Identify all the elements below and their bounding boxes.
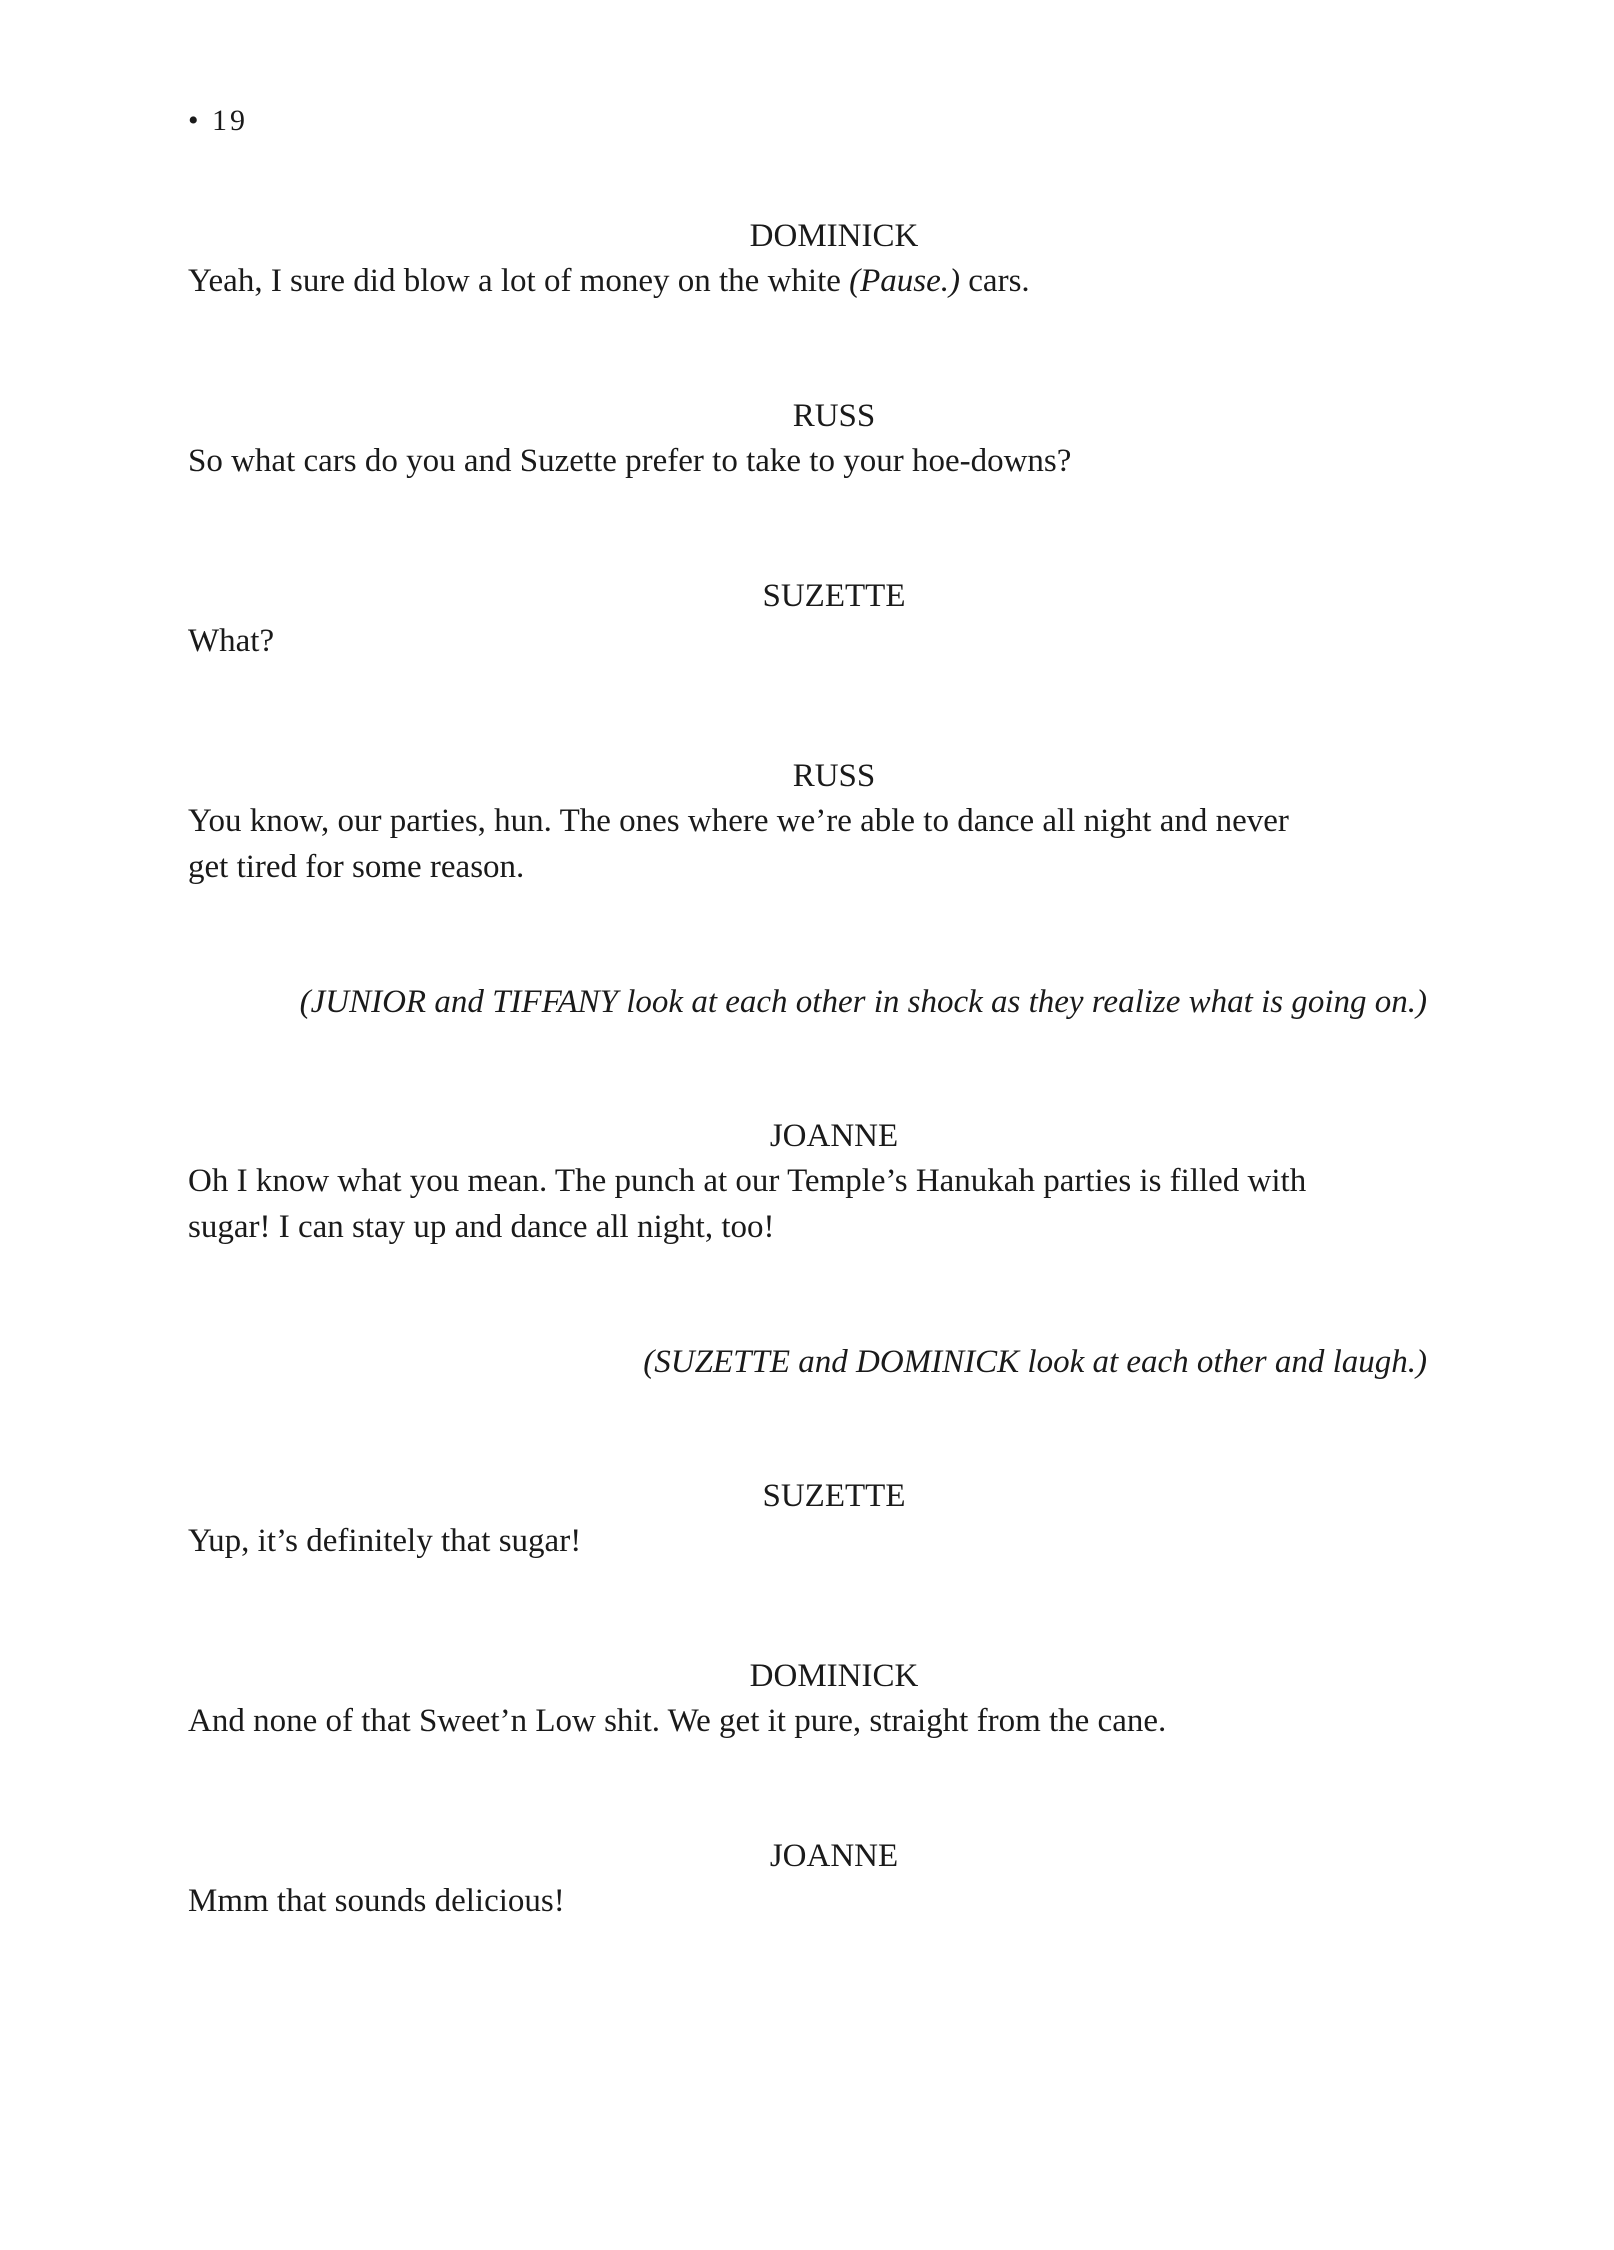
dialogue-line: What?	[188, 623, 275, 659]
speaker-name: SUZETTE	[762, 578, 906, 614]
speaker-name: RUSS	[792, 758, 876, 794]
dialogue-block-dominick-2	[188, 1654, 1428, 1744]
dialogue-line: Mmm that sounds delicious!	[188, 1883, 565, 1919]
speaker-name: JOANNE	[769, 1838, 899, 1874]
dialogue-line: sugar! I can stay up and dance all night, too!	[188, 1209, 775, 1245]
dialogue-line: Yup, it’s definitely that sugar!	[188, 1523, 582, 1559]
dialogue-block-joanne-2	[188, 1834, 1428, 1924]
dialogue-line: You know, our parties, hun. The ones where we’re able to dance all night and never	[188, 803, 1289, 839]
dialogue-line	[188, 258, 1428, 304]
dialogue-line: Oh I know what you mean. The punch at our Temple’s Hanukah parties is filled with	[188, 1163, 1307, 1199]
page-number: • 19	[188, 104, 249, 137]
stage-direction: (JUNIOR and TIFFANY look at each other in shock as they realize what is going on.)	[299, 984, 1427, 1020]
dialogue-block-joanne-1	[188, 1114, 1428, 1250]
dialogue-block-russ-1	[188, 394, 1428, 484]
dialogue-block-dominick-1	[188, 214, 1428, 304]
speaker-name: DOMINICK	[749, 1658, 919, 1694]
speaker-name: DOMINICK	[749, 218, 919, 254]
dialogue-block-suzette-1	[188, 574, 1428, 664]
dialogue-text: cars.	[960, 263, 1030, 299]
speaker-name: JOANNE	[769, 1118, 899, 1154]
dialogue-line: get tired for some reason.	[188, 849, 525, 885]
speaker-name: SUZETTE	[762, 1478, 906, 1514]
dialogue-text: Yeah, I sure did blow a lot of money on the white	[188, 263, 850, 299]
speaker-name: RUSS	[792, 398, 876, 434]
inline-stage-direction: (Pause.)	[849, 263, 961, 299]
stage-direction: (SUZETTE and DOMINICK look at each other and laugh.)	[643, 1344, 1427, 1380]
dialogue-line: So what cars do you and Suzette prefer to take to your hoe-downs?	[188, 443, 1072, 479]
dialogue-block-russ-2	[188, 754, 1428, 890]
dialogue-block-suzette-2	[188, 1474, 1428, 1564]
dialogue-line: And none of that Sweet’n Low shit. We get it pure, straight from the cane.	[188, 1703, 1167, 1739]
